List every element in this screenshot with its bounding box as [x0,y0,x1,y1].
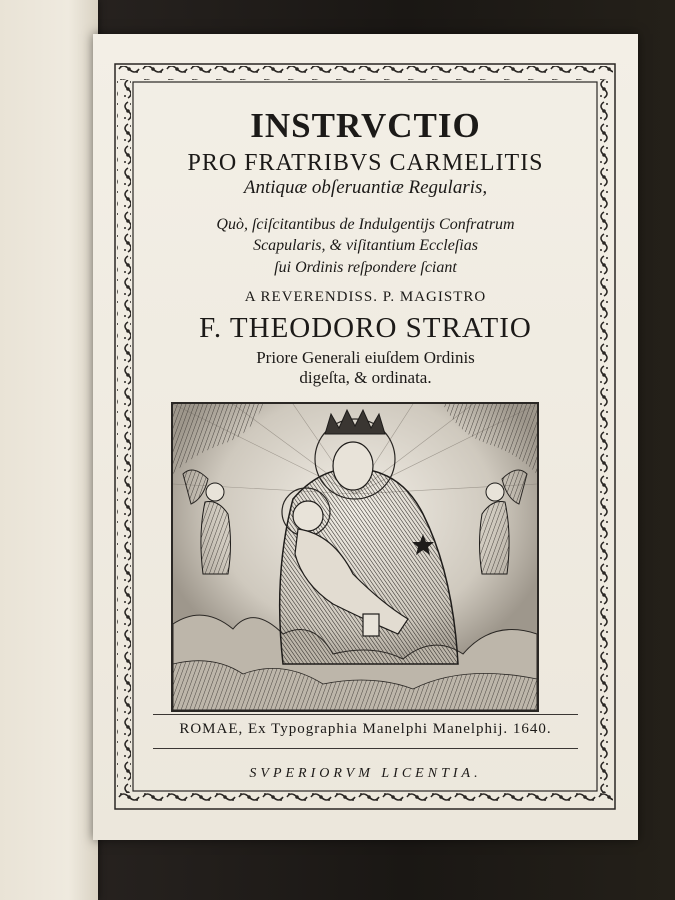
description-line-2: Scapularis, & viſitantium Eccleſias [253,237,478,254]
author-name: F. THEODORO STRATIO [199,312,532,344]
rule-bottom [153,748,578,749]
description-line-3: ſui Ordinis reſpondere ſciant [274,259,457,276]
left-blank-leaf [0,0,98,900]
author-title-line-2: digeſta, & ordinata. [299,368,432,387]
author-title-line-1: Priore Generali eiuſdem Ordinis [256,348,475,367]
by-line: A REVERENDISS. P. MAGISTRO [244,289,487,305]
subtitle: PRO FRATRIBVS CARMELITIS [187,150,544,176]
imprint: ROMAE, Ex Typographia Manelphi Manelphij. 1640. [179,721,552,737]
license: SVPERIORVM LICENTIA. [249,766,482,781]
madonna-engraving [171,402,539,712]
title: INSTRVCTIO [250,106,481,145]
rule-top [153,714,578,715]
title-page [93,34,638,840]
description-line-1: Quò, ſciſcitantibus de Indulgentijs Confratrum [216,216,515,233]
subtitle-italic: Antiquæ obſeruantiæ Regularis, [243,177,488,198]
engraving-artwork [173,404,537,710]
